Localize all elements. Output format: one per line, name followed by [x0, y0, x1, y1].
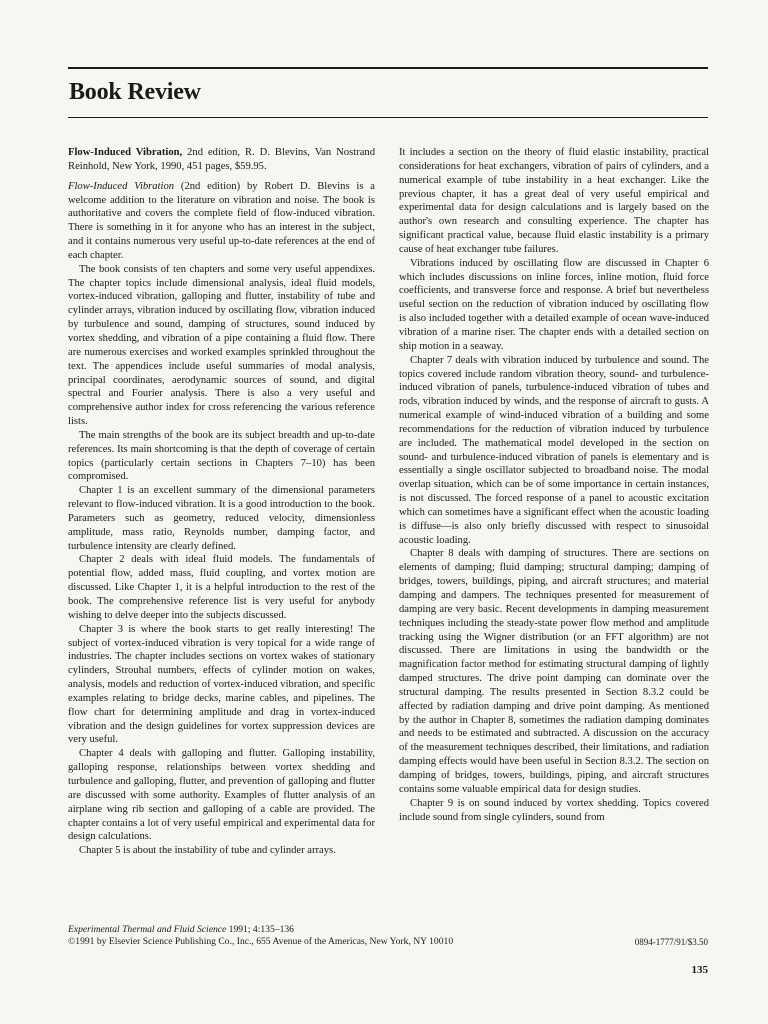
intro-text: (2nd edition) by Robert D. Blevins is a welcome addition to the literature on vibration and noise. The book is authoritative and covers the complete field of flow-induced vibration. There is something in it for anyone who has an interest in the subject, and it contains numerous very useful up-to-date references at the end of each chapter.: [68, 180, 376, 261]
journal-name: Experimental Thermal and Fluid Science: [68, 924, 227, 935]
paragraph-chapter-9: Chapter 9 is on sound induced by vortex shedding. Topics covered include sound from single cylinders, sound from: [399, 797, 709, 823]
paragraph-chapter-5-start: Chapter 5 is about the instability of tube and cylinder arrays.: [79, 845, 336, 857]
paragraph-chapter-4: Chapter 4 deals with galloping and flutter. Galloping instability, galloping response, relationships between vortex shedding and turbulence and galloping, flutter, and prevention of galloping and flutter are discussed with some authority. Examples of flutter analysis of an airplane wing rib section and galloping of a cable are provided. The chapter contains a lot of very useful empirical and experimental data for design calculations.: [68, 748, 375, 843]
book-details: 2nd edition, R. D. Blevins, Van Nostrand Reinhold, New York, 1990, 451 pages, $59.95.: [68, 147, 375, 172]
paragraph-chapter-6: Vibrations induced by oscillating flow are discussed in Chapter 6 which includes discussions on inline forces, inline motion, fluid force coefficients, and transverse force and response. A brief but nevertheless useful section on the reduction of vibration induced by oscillating flow is also included together with a detailed example of ocean wave-induced vibration of a marine riser. The chapter ends with a detailed section on ship motion in a seaway.: [399, 257, 709, 352]
page-footer: [68, 924, 708, 948]
paragraph-chapter-5-continued: It includes a section on the theory of fluid elastic instability, practical considerations for heat exchangers, vibration of pairs of cylinders, and a numerical example of tube instability in a heat exchanger. Like the previous chapter, it has a great deal of very useful empirical and experimental data for design calculations and is largely based on the author's own research and consulting experience. The chapter has significant practical value, because fluid elastic instability is a primary cause of heat exchanger tube failures.: [399, 147, 709, 255]
journal-info: 1991; 4:135–136: [226, 924, 294, 935]
right-column: [399, 146, 709, 824]
page-number: 135: [691, 964, 708, 976]
journal-line: [68, 924, 708, 936]
book-title: Flow-Induced Vibration,: [68, 147, 183, 158]
section-title: Book Review: [69, 79, 201, 105]
top-rule: [68, 67, 708, 69]
paragraph-chapter-2: Chapter 2 deals with ideal fluid models. The fundamentals of potential flow, added mass, fluid coupling, and vortex motion are discussed. Like Chapter 1, it is a helpful introduction to the rest of the book. The comprehensive reference list is very useful for anybody wishing to delve deeper into the subjects discussed.: [68, 554, 375, 621]
book-citation: [68, 146, 375, 174]
paragraph-chapter-8: Chapter 8 deals with damping of structures. There are sections on elements of damping; fluid damping; structural damping; damping of bridges, towers, buildings, piping, and aircraft structures; and material damping and dampers. The techniques presented for measurement of damping are very basic. Recent developments in damping measurement techniques including the steady-state power flow method and amplitude tracking using the Wigner distribution (or an FFT algorithm) are not discussed. There are limitations in using the bandwidth or the magnification factor method for estimating structural damping of lightly damped structures. The drive point damping can dominate over the structural damping. The results presented in Section 8.3.2 could be affected by radiation damping and drive point damping. As mentioned by the author in Chapter 8, sometimes the radiation damping dominates and needs to be estimated and subtracted. A discussion on the accuracy of the measurement techniques described, their limitations, and radiation damping effects would have been useful in Section 8.3.2. The section on damping of bridges, towers, buildings, piping, and aircraft structures contains some valuable empirical data for design studies.: [399, 548, 709, 795]
issn-code: 0894-1777/91/$3.50: [634, 937, 708, 947]
paragraph-chapter-3: Chapter 3 is where the book starts to get really interesting! The subject of vortex-induced vibration is very topical for a wide range of industries. The chapter includes sections on vortex wakes of stationary cylinders, Strouhal numbers, effects of cylinder motion on wakes, analysis, models and reduction of vortex-induced vibration, and specific examples relating to bridge decks, marine cables, and pipelines. The flow chart for determining amplitude and drag in vortex-induced vibration and the design guidelines for vortex suppression devices are very useful.: [68, 623, 375, 746]
paragraph-chapter-7: Chapter 7 deals with vibration induced by turbulence and sound. The topics covered include random vibration theory, sound- and turbulence-induced vibration of panels, turbulence-induced vibration of tubes and rods, vibration induced by winds, and the response of aircraft to gusts. A numerical example of wind-induced vibration of a building and some recommendations for the reduction of vibration induced by turbulence are included. The mathematical model developed in the section on sound- and turbulence-induced vibration of panels is elementary and is essentially a single oscillator subjected to broadband noise. The modal overlap situation, which can be of some importance in certain instances, is not discussed. The forced response of a panel to acoustic excitation which can sometimes have a significant effect when the acoustic loading is diffuse—is also only briefly discussed with respect to sinusoidal acoustic loading.: [399, 354, 709, 546]
paragraph-chapter-1: Chapter 1 is an excellent summary of the dimensional parameters relevant to flow-induced vibration. It is a good introduction to the book. Parameters such as geometry, reduced velocity, dimensionless amplitude, mass ratio, Reynolds number, damping factor, and turbulence intensity are clearly defined.: [68, 485, 375, 552]
left-column: [68, 146, 375, 858]
paragraph-strengths: The main strengths of the book are its subject breadth and up-to-date references. Its main shortcoming is that the depth of coverage of certain topics (particularly certain sections in Chapters 7–10) has been compromised.: [68, 429, 375, 483]
paragraph-overview: The book consists of ten chapters and some very useful appendixes. The chapter topics include dimensional analysis, ideal fluid models, vortex-induced vibration, galloping and flutter, instability of tube and cylinder arrays, vibration induced by oscillating flow, vibration induced by turbulence and sound, damping of structures, sound induced by vortex shedding, and vibration of a pipe containing a fluid flow. There are numerous exercises and worked examples sprinkled throughout the text. The appendices include useful summaries of modal analysis, principal coordinates, aerodynamic sources of sound, and digital spectral and Fourier analysis. There is also a very useful and comprehensive author index for cross referencing the various reference lists.: [68, 263, 375, 428]
intro-paragraph: [68, 180, 375, 263]
copyright-text: ©1991 by Elsevier Science Publishing Co., Inc., 655 Avenue of the Americas, New York, NY 10010: [68, 936, 454, 947]
copyright-line: [68, 936, 708, 948]
title-rule: [68, 117, 708, 118]
intro-book-title: Flow-Induced Vibration: [68, 180, 175, 192]
